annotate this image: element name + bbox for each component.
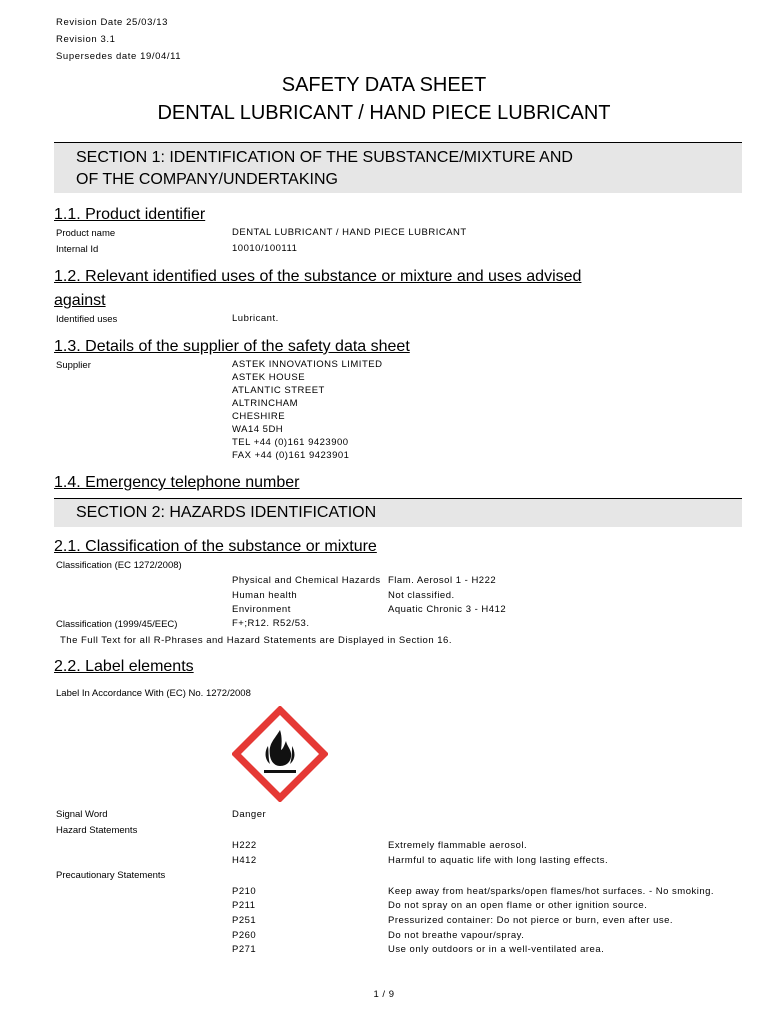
classification-value: Aquatic Chronic 3 - H412 <box>388 604 507 615</box>
precaution-text: Keep away from heat/sparks/open flames/hot surfaces. - No smoking. <box>388 886 715 897</box>
subsection-2-2-title: 2.2. Label elements <box>54 658 194 675</box>
classification-value: Flam. Aerosol 1 - H222 <box>388 575 497 586</box>
hazard-text: Harmful to aquatic life with long lasting effects. <box>388 855 609 866</box>
supplier-line: ATLANTIC STREET <box>232 385 325 396</box>
revision-number: Revision 3.1 <box>56 34 116 45</box>
product-name-label: Product name <box>56 228 116 239</box>
product-name-value: DENTAL LUBRICANT / HAND PIECE LUBRICANT <box>232 227 467 238</box>
subsection-1-4-title: 1.4. Emergency telephone number <box>54 474 300 491</box>
precaution-text: Use only outdoors or in a well-ventilated area. <box>388 944 605 955</box>
section-2-heading-text: SECTION 2: HAZARDS IDENTIFICATION <box>76 504 377 521</box>
supersedes-date: Supersedes date 19/04/11 <box>56 51 182 62</box>
precaution-text: Do not breathe vapour/spray. <box>388 930 525 941</box>
hazard-text: Extremely flammable aerosol. <box>388 840 528 851</box>
classification-1999-label: Classification (1999/45/EEC) <box>56 619 178 630</box>
section-1-heading-line2: OF THE COMPANY/UNDERTAKING <box>76 171 338 188</box>
precaution-code: P211 <box>232 900 256 911</box>
page-number: 1 / 9 <box>373 989 395 1000</box>
document-title: SAFETY DATA SHEET <box>281 74 487 96</box>
revision-date: Revision Date 25/03/13 <box>56 17 168 28</box>
classification-category: Environment <box>232 604 291 615</box>
supplier-line: WA14 5DH <box>232 424 284 435</box>
subsection-1-3-title: 1.3. Details of the supplier of the safety data sheet <box>54 338 410 355</box>
classification-value: Not classified. <box>388 590 455 601</box>
internal-id-label: Internal Id <box>56 244 99 255</box>
classification-ec-label: Classification (EC 1272/2008) <box>56 560 182 571</box>
classification-1999-value: F+;R12. R52/53. <box>232 618 310 629</box>
supplier-line: ALTRINCHAM <box>232 398 299 409</box>
flame-pictogram-icon <box>232 706 328 807</box>
precaution-text: Pressurized container: Do not pierce or burn, even after use. <box>388 915 674 926</box>
section-1-heading-line1: SECTION 1: IDENTIFICATION OF THE SUBSTANCE/MIXTURE AND <box>76 149 573 166</box>
supplier-line: CHESHIRE <box>232 411 286 422</box>
precaution-code: P210 <box>232 886 257 897</box>
supplier-line: ASTEK INNOVATIONS LIMITED <box>232 359 383 370</box>
supplier-fax: FAX +44 (0)161 9423901 <box>232 450 350 461</box>
classification-category: Human health <box>232 590 298 601</box>
subsection-1-2-title: 1.2. Relevant identified uses of the substance or mixture and uses advised <box>54 268 582 285</box>
full-text-note: The Full Text for all R-Phrases and Hazard Statements are Displayed in Section 16. <box>60 635 452 646</box>
hazard-statements-label: Hazard Statements <box>56 825 138 836</box>
precaution-text: Do not spray on an open flame or other ignition source. <box>388 900 648 911</box>
signal-word-value: Danger <box>232 809 267 820</box>
supplier-line: ASTEK HOUSE <box>232 372 306 383</box>
precaution-code: P260 <box>232 930 257 941</box>
subsection-2-1-title: 2.1. Classification of the substance or mixture <box>54 538 377 555</box>
section-1-heading <box>54 142 742 193</box>
precaution-code: P271 <box>232 944 257 955</box>
precautionary-statements-label: Precautionary Statements <box>56 870 166 881</box>
internal-id-value: 10010/100111 <box>232 243 298 254</box>
hazard-code: H412 <box>232 855 257 866</box>
precaution-code: P251 <box>232 915 257 926</box>
signal-word-label: Signal Word <box>56 809 108 820</box>
classification-category: Physical and Chemical Hazards <box>232 575 381 586</box>
supplier-phone: TEL +44 (0)161 9423900 <box>232 437 349 448</box>
subsection-1-2-title-cont: against <box>54 292 106 309</box>
product-title: DENTAL LUBRICANT / HAND PIECE LUBRICANT <box>157 102 611 124</box>
supplier-label: Supplier <box>56 360 91 371</box>
section-2-heading <box>54 498 742 527</box>
identified-uses-value: Lubricant. <box>232 313 279 324</box>
identified-uses-label: Identified uses <box>56 314 118 325</box>
label-accordance-text: Label In Accordance With (EC) No. 1272/2008 <box>56 688 251 699</box>
hazard-code: H222 <box>232 840 257 851</box>
subsection-1-1-title: 1.1. Product identifier <box>54 206 206 223</box>
